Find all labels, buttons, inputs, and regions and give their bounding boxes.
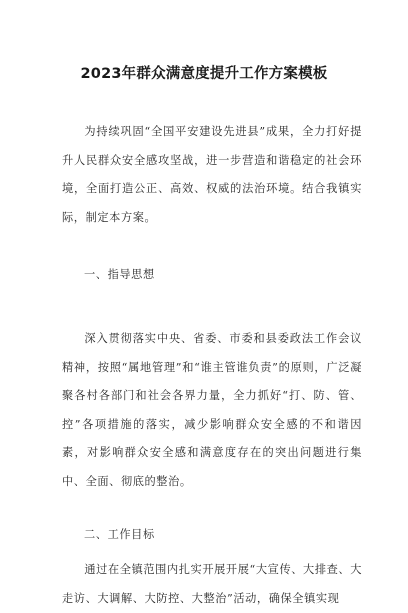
document-title: 2023年群众满意度提升工作方案模板 <box>80 66 328 82</box>
guiding-ideology-paragraph: 深入贯彻落实中央、省委、市委和县委政法工作会议精神，按照“属地管理”和“谁主管谁负责”的原则，广泛凝聚各村各部门和社会各界力量，全力抓好“打、防、管、控”各项措施的落实，减少影响群众安全感的不和谐因素，对影响群众安全感和满意度存在的突出问题进行集中、全面、彻底的整治。 <box>62 332 362 488</box>
section-heading-work-goals: 二、工作目标 <box>84 528 155 541</box>
work-goals-paragraph: 通过在全镇范围内扎实开展开展“大宣传、大排查、大走访、大调解、大防控、大整治”活动，确保全镇实现 <box>62 563 362 605</box>
intro-paragraph: 为持续巩固“全国平安建设先进县”成果，全力打好提升人民群众安全感攻坚战，进一步营造和谐稳定的社会环境，全面打造公正、高效、权威的法治环境。结合我镇实际，制定本方案。 <box>62 125 362 224</box>
section-heading-guiding-ideology: 一、指导思想 <box>84 268 155 281</box>
